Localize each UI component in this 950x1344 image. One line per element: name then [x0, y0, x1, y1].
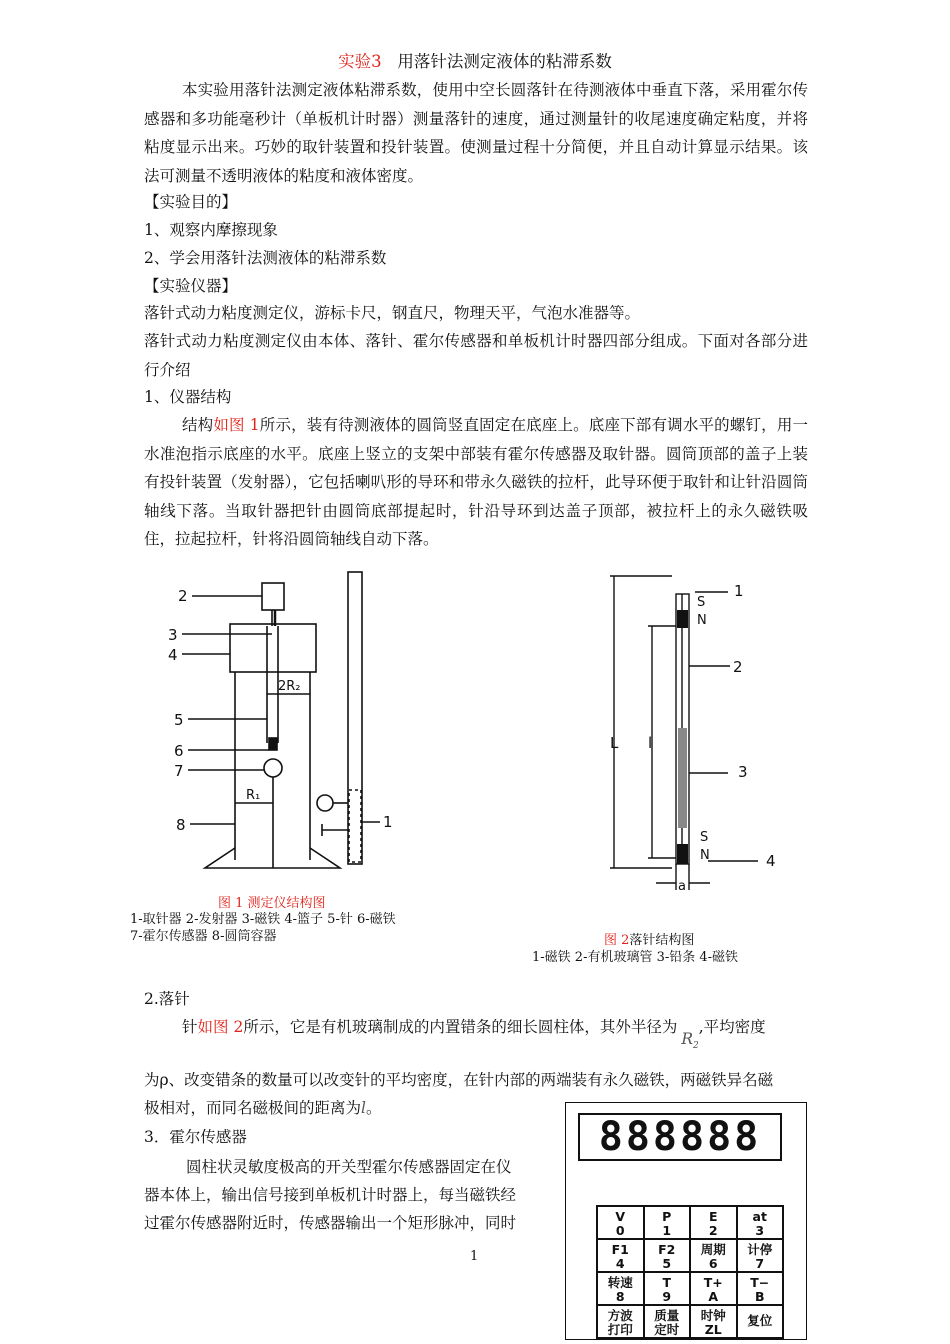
key-speed[interactable] — [597, 1272, 644, 1305]
page-number: 1 — [470, 1249, 479, 1264]
key-label — [691, 1309, 736, 1337]
timer-display: 888888 — [578, 1113, 782, 1161]
key-label-part: P — [662, 1209, 672, 1224]
key-label — [598, 1309, 643, 1337]
key-t-plus[interactable] — [690, 1272, 737, 1305]
figure-1-legend-line1: 1-取针器 2-发射器 3-磁铁 4-篮子 5-针 6-磁铁 — [130, 912, 396, 927]
key-period[interactable] — [690, 1239, 737, 1272]
symbol-l: l — [361, 1099, 366, 1117]
key-clock[interactable] — [690, 1305, 737, 1338]
symbol-r: R — [681, 1030, 693, 1048]
fig1-label-2r2: 2R₂ — [278, 679, 301, 694]
needle-paragraph-line1 — [182, 1013, 766, 1052]
figure-2-diagram — [600, 568, 790, 893]
apparatus-desc: 落针式动力粘度测定仪由本体、落针、霍尔传感器和单板机计时器四部分组成。下面对各部分进行介绍 — [144, 332, 808, 379]
fig1-label-4: 4 — [168, 646, 178, 664]
title-text: 用落针法测定液体的粘滞系数 — [397, 52, 612, 71]
key-label-part: 8 — [615, 1289, 625, 1304]
key-label-part: 计停 — [747, 1242, 773, 1257]
fig2-label-s-top: S — [697, 595, 706, 610]
symbol-r2 — [681, 1025, 698, 1060]
fig1-label-2: 2 — [178, 587, 188, 605]
subheading-hall: 3．霍尔传感器 — [144, 1128, 247, 1146]
key-label-part: 3 — [755, 1223, 765, 1238]
key-label-part: 转速 — [607, 1275, 633, 1290]
key-label-part: 打印 — [607, 1322, 633, 1337]
figure-2-caption-text: 落针结构图 — [629, 933, 695, 948]
key-square-wave[interactable] — [597, 1305, 644, 1338]
fig2-label-a: a — [678, 879, 686, 893]
key-label-part: 9 — [662, 1289, 672, 1304]
fig2-label-4: 4 — [766, 852, 776, 870]
cap-box — [230, 624, 316, 672]
key-label — [738, 1314, 783, 1328]
key-label-part: 质量 — [654, 1308, 680, 1323]
key-label — [691, 1276, 736, 1304]
fig2-label-l: l — [648, 734, 653, 752]
figure-2-caption — [604, 932, 694, 949]
key-label — [645, 1243, 690, 1271]
hall-line: 器本体上，输出信号接到单板机计时器上，每当磁铁经 — [144, 1186, 517, 1204]
key-reset[interactable] — [737, 1305, 784, 1338]
lead-strip — [678, 728, 687, 828]
hall-line: 过霍尔传感器附近时，传感器输出一个矩形脉冲，同时 — [144, 1214, 517, 1232]
key-label-part: F2 — [658, 1242, 676, 1257]
key-label-part: E — [708, 1209, 718, 1224]
key-label-part: 4 — [615, 1256, 625, 1271]
fig1-label-7: 7 — [174, 762, 184, 780]
structure-paragraph — [144, 411, 808, 554]
figure-2-reference[interactable]: 如图 2 — [197, 1018, 244, 1036]
key-label-part: T+ — [703, 1275, 723, 1290]
key-v[interactable] — [597, 1206, 644, 1239]
key-f1[interactable] — [597, 1239, 644, 1272]
fig2-label-n-bottom: N — [700, 848, 710, 863]
key-label — [738, 1276, 783, 1304]
fig1-label-6: 6 — [174, 742, 184, 760]
symbol-r-sub: 2 — [693, 1041, 699, 1052]
key-label-part: 1 — [662, 1223, 672, 1238]
key-label — [645, 1210, 690, 1238]
key-label-part: T− — [750, 1275, 770, 1290]
apparatus-list: 落针式动力粘度测定仪，游标卡尺，钢直尺，物理天平，气泡水准器等。 — [144, 304, 641, 322]
key-stop[interactable] — [737, 1239, 784, 1272]
timer-keypad — [596, 1205, 784, 1339]
needle-tail: ,平均密度 — [698, 1018, 766, 1036]
figure-1-legend-line2: 7-霍尔传感器 8-圆筒容器 — [130, 929, 277, 944]
key-label-part: 0 — [615, 1223, 625, 1238]
key-label-part: 5 — [662, 1256, 672, 1271]
key-label-part: 2 — [708, 1223, 718, 1238]
key-label-part: 7 — [755, 1256, 765, 1271]
key-t-minus[interactable] — [737, 1272, 784, 1305]
key-label-part: at — [752, 1209, 767, 1224]
fig2-label-s-bottom: S — [700, 830, 709, 845]
fig2-label-L: L — [610, 734, 619, 752]
purpose-item: 2、学会用落针法测液体的粘滞系数 — [144, 249, 387, 267]
needle-post: 所示，它是有机玻璃制成的内置错条的细长圆柱体，其外半径为 — [243, 1018, 678, 1036]
key-label-part: 定时 — [654, 1322, 680, 1337]
needle3-post: 。 — [365, 1099, 382, 1117]
page-title — [0, 48, 950, 72]
structure-pre: 结构 — [182, 416, 214, 434]
key-label-part: 周期 — [700, 1242, 726, 1257]
key-label-part: V — [615, 1209, 626, 1224]
key-label-part: A — [708, 1289, 719, 1304]
timer-panel — [565, 1102, 807, 1340]
key-label — [645, 1309, 690, 1337]
launcher-box — [262, 583, 284, 610]
key-label-part: T — [662, 1275, 672, 1290]
section-apparatus: 【实验仪器】 — [144, 277, 238, 295]
key-label — [645, 1276, 690, 1304]
key-label — [598, 1243, 643, 1271]
purpose-item: 1、观察内摩擦现象 — [144, 221, 278, 239]
subheading-structure: 1、仪器结构 — [144, 388, 232, 406]
needle-paragraph-line2: 为ρ、改变错条的数量可以改变针的平均密度，在针内部的两端装有永久磁铁，两磁铁异名磁 — [144, 1071, 774, 1089]
key-label — [598, 1276, 643, 1304]
fig2-label-3: 3 — [738, 763, 748, 781]
needle3-pre: 极相对，而同名磁极间的距离为 — [144, 1099, 362, 1117]
fig2-label-n-top: N — [697, 613, 707, 628]
key-label — [738, 1210, 783, 1238]
figure-2-legend: 1-磁铁 2-有机玻璃管 3-铅条 4-磁铁 — [532, 950, 739, 965]
key-label-part: F1 — [611, 1242, 629, 1257]
key-f2[interactable] — [644, 1239, 691, 1272]
fig2-label-2: 2 — [733, 658, 743, 676]
key-label-part: 复位 — [747, 1313, 773, 1328]
key-mass[interactable] — [644, 1305, 691, 1338]
key-p[interactable] — [644, 1206, 691, 1239]
key-label-part: B — [754, 1289, 765, 1304]
structure-post: 所示，装有待测液体的圆筒竖直固定在底座上。底座下部有调水平的螺钉，用一水准泡指示底座的水平。底座上竖立的支架中部装有霍尔传感器及取针器。圆筒顶部的盖子上装有投针装置（发射器），它包括喇叭形的导环和带永久磁铁的拉杆，此导环便于取针和让针沿圆筒轴线下落。当取针器把针由圆筒底部提起时，针沿导环到达盖子顶部，被拉杆上的永久磁铁吸住，拉起拉杆，针将沿圆筒轴线自动下落。 — [144, 416, 808, 548]
needle-paragraph-line3 — [144, 1094, 382, 1122]
fig1-label-3: 3 — [168, 626, 178, 644]
fig1-label-r1: R₁ — [246, 788, 261, 803]
key-label-part: 方波 — [607, 1308, 633, 1323]
key-label — [738, 1243, 783, 1271]
key-label — [598, 1210, 643, 1238]
figure-1-reference[interactable]: 如图 1 — [213, 416, 260, 434]
figure-2-caption-ref: 图 2 — [604, 933, 630, 948]
subheading-needle: 2.落针 — [144, 990, 190, 1008]
key-label-part: 6 — [708, 1256, 718, 1271]
key-label — [691, 1210, 736, 1238]
intro-paragraph: 本实验用落针法测定液体粘滞系数，使用中空长圆落针在待测液体中垂直下落，采用霍尔传感器和多功能毫秒计（单板机计时器）测量落针的速度，通过测量针的收尾速度确定粘度，并将粘度显示出来。巧妙的取针装置和投针装置。使测量过程十分简便，并且自动计算显示结果。该法可测量不透明液体的粘度和液体密度。 — [144, 81, 808, 185]
key-label-part: ZL — [704, 1322, 722, 1337]
fig1-label-1: 1 — [383, 813, 393, 831]
hall-line: 圆柱状灵敏度极高的开关型霍尔传感器固定在仪 — [186, 1158, 512, 1176]
section-purpose: 【实验目的】 — [144, 193, 238, 211]
fig1-label-8: 8 — [176, 816, 186, 834]
figure-1-diagram — [150, 568, 410, 873]
title-prefix: 实验3 — [338, 52, 382, 71]
fig1-label-5: 5 — [174, 711, 184, 729]
fig2-label-1: 1 — [734, 582, 744, 600]
key-e[interactable] — [690, 1206, 737, 1239]
key-label — [691, 1243, 736, 1271]
key-label-part: 时钟 — [700, 1308, 726, 1323]
key-t[interactable] — [644, 1272, 691, 1305]
key-at[interactable] — [737, 1206, 784, 1239]
figure-1-caption: 图 1 测定仪结构图 — [218, 896, 326, 911]
needle-pre: 针 — [182, 1018, 198, 1036]
